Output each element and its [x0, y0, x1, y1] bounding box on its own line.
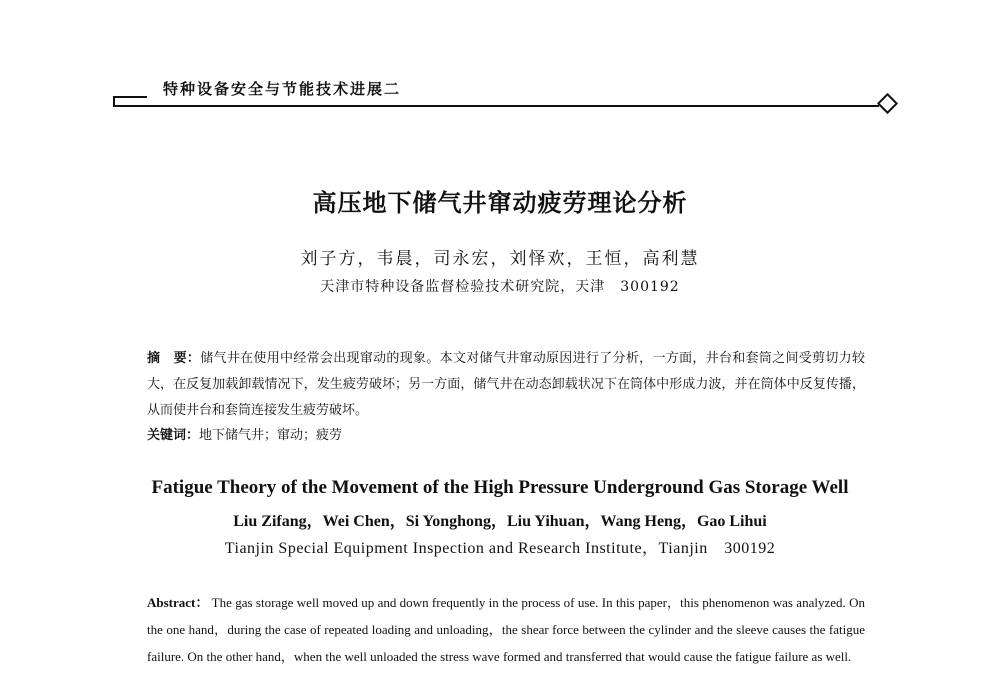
header-rule-top: [113, 96, 147, 98]
cn-abstract-label: 摘 要：: [147, 351, 201, 366]
cn-keywords: [147, 425, 865, 447]
cn-paper-title: 高压地下储气井窜动疲劳理论分析: [312, 189, 688, 217]
header-rule: [113, 105, 879, 107]
cn-abstract-text: 储气井在使用中经常会出现窜动的现象。本文对储气井窜动原因进行了分析，一方面，井台和套筒之间受剪切力较大，在反复加载卸载情况下，发生疲劳破坏；另一方面，储气井在动态卸载状况下在筒体中形成力波，并在筒体中反复传播，从而使井台和套筒连接发生疲劳破坏。: [147, 351, 865, 418]
cn-abstract: [147, 346, 865, 424]
cn-keywords-label: 关键词：: [147, 428, 200, 443]
en-abstract-label: Abstract：: [147, 595, 209, 610]
en-affiliation: Tianjin Special Equipment Inspection and Research Institute，Tianjin 300192: [224, 540, 776, 557]
cn-keywords-text: 地下储气井；窜动；疲劳: [199, 428, 343, 443]
cn-affiliation: 天津市特种设备监督检验技术研究院，天津 300192: [320, 279, 680, 295]
en-abstract: [147, 589, 865, 670]
cn-authors: 刘子方，韦晨，司永宏，刘怿欢，王恒，高利慧: [300, 249, 700, 269]
en-paper-title: Fatigue Theory of the Movement of the High Pressure Underground Gas Storage Well: [151, 477, 849, 498]
running-title: 特种设备安全与节能技术进展二: [163, 80, 402, 98]
diamond-ornament-icon: [877, 93, 898, 114]
en-abstract-text: The gas storage well moved up and down frequently in the process of use. In this paper，this phenomenon was analyzed. On the one hand，during the case of repeated loading and unloading，the shear force between the cylinder and the sleeve causes the fatigue failure. On the other hand，when the well unloaded the stress wave formed and transferred that would cause the fatigue failure as well.: [147, 595, 865, 664]
en-authors: Liu Zifang，Wei Chen，Si Yonghong，Liu Yihuan，Wang Heng，Gao Lihui: [233, 513, 767, 530]
